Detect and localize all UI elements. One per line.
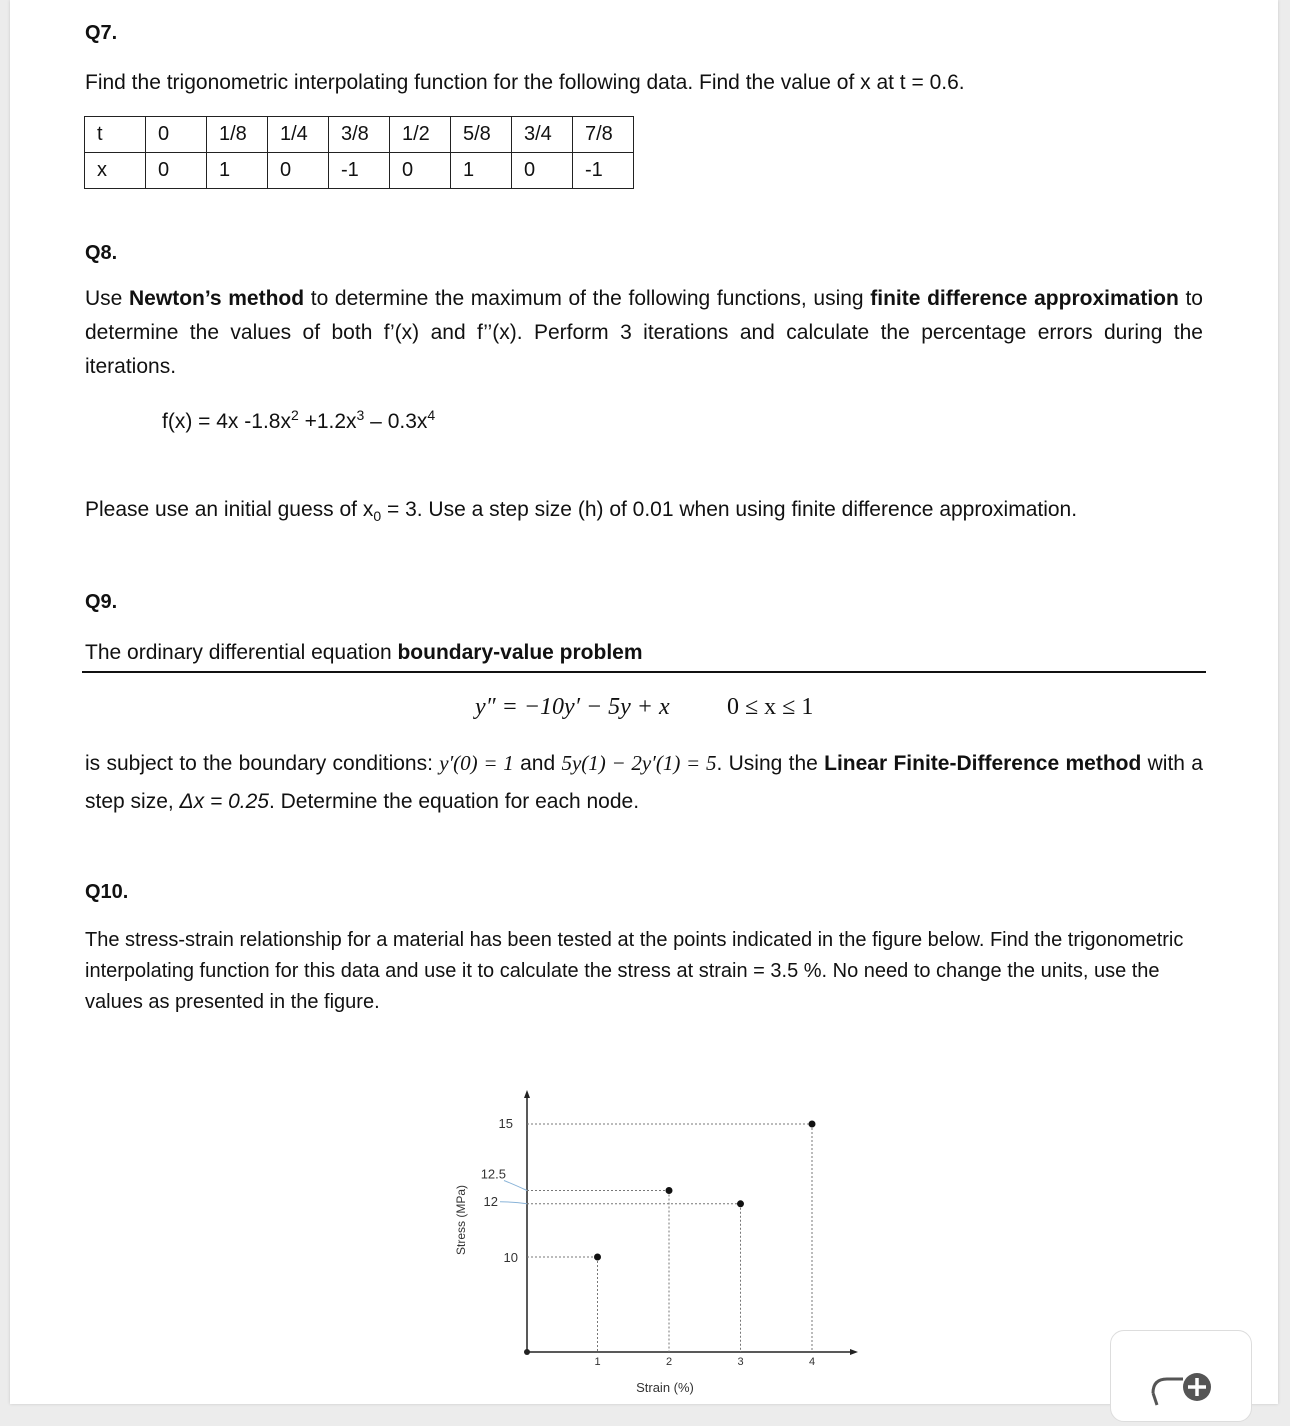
q9-domain: 0 ≤ x ≤ 1 [727, 694, 814, 720]
y-tick-label: 12.5 [480, 1166, 506, 1182]
text-span: . Determine the equation for each node. [268, 790, 640, 813]
text-span: The ordinary differential equation [85, 641, 398, 664]
bold-term: Linear Finite-Difference method [824, 752, 1142, 775]
math-expression: y′(0) = 1 [439, 751, 514, 775]
table-cell: 1 [207, 153, 268, 189]
subscript: 0 [373, 508, 382, 525]
text-span: Use [85, 287, 130, 310]
y-tick-label: 12 [483, 1193, 498, 1209]
q10-heading: Q10. [85, 881, 129, 903]
exponent: 4 [427, 407, 436, 423]
callout-line [504, 1181, 527, 1191]
data-point [809, 1121, 816, 1128]
q8-function [162, 398, 435, 439]
bold-term: Newton’s method [129, 287, 305, 310]
q8-heading: Q8. [85, 242, 118, 264]
q9-boundary-conditions [85, 744, 1203, 821]
exponent: 2 [290, 407, 299, 423]
data-point [666, 1187, 673, 1194]
table-cell: 0 [390, 153, 451, 189]
y-tick-label: 10 [503, 1250, 518, 1265]
x-tick-label: 3 [737, 1356, 744, 1368]
text-span: and [513, 752, 562, 775]
origin-point [524, 1349, 530, 1355]
table-cell: 0 [268, 153, 329, 189]
add-comment-button[interactable] [1110, 1330, 1252, 1422]
q7-text: Find the trigonometric interpolating function for the following data. Find the value of x at t = 0.6. [85, 71, 965, 94]
table-cell: 0 [146, 153, 207, 189]
math-expression: 5y(1) − 2y′(1) = 5 [561, 751, 717, 775]
divider-line [82, 671, 1206, 673]
table-cell: 5/8 [451, 117, 512, 153]
y-axis-arrow [524, 1090, 530, 1098]
q8-paragraph [85, 282, 1203, 384]
chart-plot-area [454, 1090, 858, 1395]
y-axis-label: Stress (MPa) [454, 1184, 468, 1256]
q9-intro [85, 636, 643, 670]
q8-initial-guess [85, 493, 1235, 533]
table-cell: 7/8 [573, 117, 634, 153]
q9-heading: Q9. [85, 591, 118, 613]
x-axis-label: Strain (%) [636, 1380, 694, 1395]
document-page [10, 0, 1278, 1404]
y-tick-label: 15 [498, 1116, 513, 1131]
x-axis-arrow [850, 1349, 858, 1355]
table-cell: 1/2 [390, 117, 451, 153]
table-cell: 3/4 [512, 117, 573, 153]
x-tick-label: 2 [665, 1356, 673, 1368]
text-span: to determine the values of both f’(x) and f’’(x). Perform 3 iterations and calculate the percentage errors during the iterations. [85, 287, 1203, 378]
text-span: . Using the [716, 752, 825, 775]
q7-data-table [84, 116, 634, 189]
q7-heading: Q7. [85, 22, 118, 44]
text-span: is subject to the boundary conditions: [85, 752, 440, 775]
comment-add-icon [1111, 1331, 1251, 1421]
text-span: +1.2x [298, 410, 357, 433]
table-row [85, 117, 634, 153]
exponent: 3 [356, 407, 365, 423]
data-point [594, 1254, 601, 1261]
table-cell: 1/4 [268, 117, 329, 153]
t-label-cell: t [85, 117, 146, 153]
text-span: f(x) = 4x -1.8x [162, 410, 291, 433]
text-span: to determine the maximum of the following functions, using [304, 287, 871, 310]
stress-strain-chart [410, 1080, 880, 1400]
table-cell: 0 [146, 117, 207, 153]
table-cell: -1 [329, 153, 390, 189]
text-span: = 3. Use a step size (h) of 0.01 when using finite difference approximation. [381, 498, 1078, 521]
bold-term: boundary-value problem [397, 641, 643, 664]
bold-term: finite difference approximation [870, 287, 1179, 310]
text-span: Please use an initial guess of x [85, 498, 374, 521]
step-size: Δx = 0.25 [179, 790, 269, 813]
q9-equation: y″ = −10y′ − 5y + x [475, 694, 670, 720]
x-tick-label: 1 [594, 1356, 601, 1368]
table-cell: 3/8 [329, 117, 390, 153]
table-row [85, 153, 634, 189]
text-span: – 0.3x [364, 410, 428, 433]
table-cell: 1/8 [207, 117, 268, 153]
table-cell: 0 [512, 153, 573, 189]
x-tick-label: 4 [808, 1356, 816, 1368]
q10-text: The stress-strain relationship for a material has been tested at the points indicated in the figure below. Find the trigonometric interpolating function for this data and use it to calculate the stress at strain = 3.5 %. No need to change the units, use the values as presented in the figure. [85, 929, 1184, 1013]
table-cell: 1 [451, 153, 512, 189]
x-label-cell: x [85, 153, 146, 189]
table-cell: -1 [573, 153, 634, 189]
callout-line [500, 1202, 527, 1204]
text-span: with a step size, [85, 752, 1203, 813]
data-point [737, 1200, 744, 1207]
